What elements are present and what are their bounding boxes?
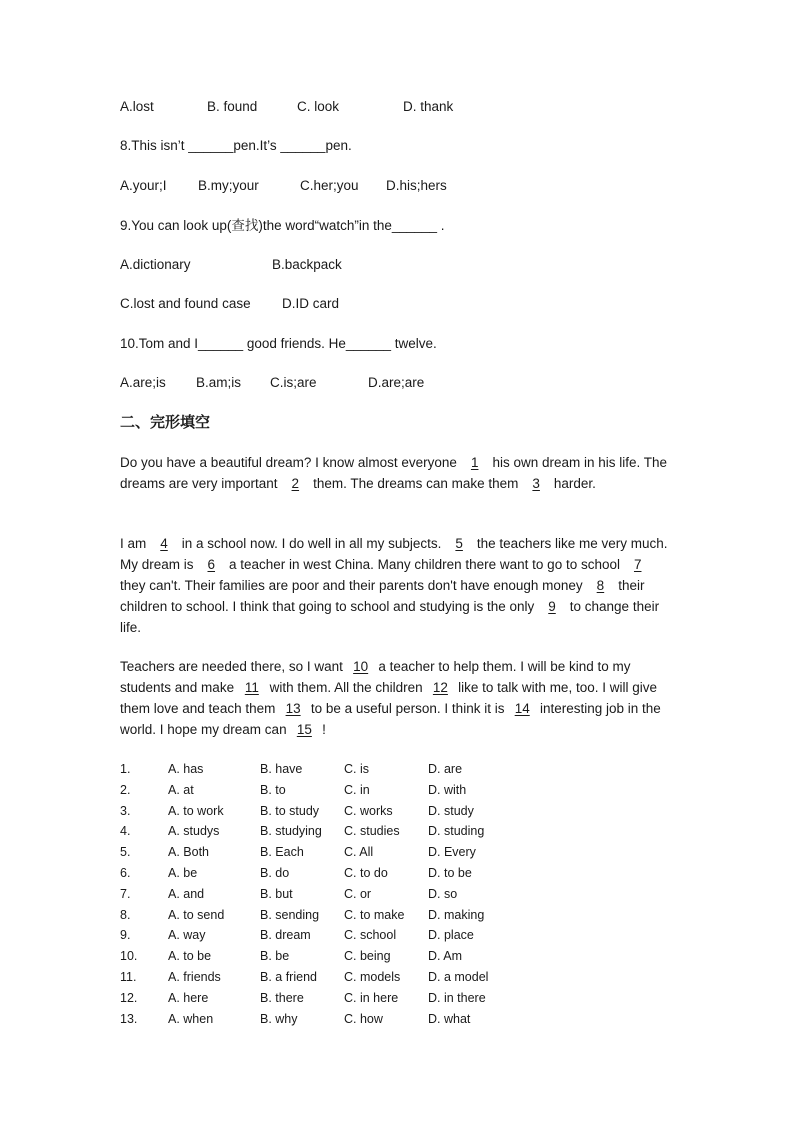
question-text: 9.You can look up(查找)the word“watch”in the <box>120 218 392 233</box>
choice-option: C. works <box>344 803 393 818</box>
choice-option: D. place <box>428 928 474 943</box>
choice-option: B. have <box>260 762 303 776</box>
passage-text: to change their life. <box>120 599 660 635</box>
q9-options-row-1 <box>120 255 540 275</box>
question-text: good friends. He <box>243 336 346 351</box>
question-10 <box>120 334 437 354</box>
q7-options <box>120 97 540 117</box>
blank-number: 3 <box>532 476 540 491</box>
choice-option: A. here <box>168 990 209 1005</box>
choice-option: D. studing <box>428 824 485 839</box>
choice-number: 10. <box>120 949 138 964</box>
choice-option: B. dream <box>260 928 311 943</box>
blank-number: 6 <box>207 557 216 572</box>
choice-option: C. or <box>344 886 372 901</box>
question-text: pen.It’s <box>233 138 281 153</box>
answer-blank: ______ <box>345 336 391 351</box>
passage-text: ! <box>318 722 326 737</box>
choice-option: C. to do <box>344 866 388 880</box>
blank-number: 14 <box>514 701 530 716</box>
choice-option: A. be <box>168 866 198 880</box>
choice-option: A. to send <box>168 907 225 922</box>
choice-option: B. there <box>260 990 304 1005</box>
choice-option: C. All <box>344 845 374 860</box>
choice-option: D. are <box>428 762 463 776</box>
question-8 <box>120 136 352 156</box>
choice-option: C. studies <box>344 824 400 839</box>
choice-number: 13. <box>120 1011 138 1026</box>
choice-number: 9. <box>120 928 131 943</box>
choice-option: D. Every <box>428 845 476 860</box>
passage-paragraph-1 <box>120 452 680 494</box>
blank-number: 15 <box>296 722 312 737</box>
choice-option: A. Both <box>168 845 209 860</box>
passage-text: Do you have a beautiful dream? I know almost everyone <box>120 455 461 470</box>
q9-options-row-2 <box>120 294 540 314</box>
passage-text: I am <box>120 536 151 551</box>
answer-blank: ______ <box>198 336 244 351</box>
passage-paragraph-2 <box>120 533 680 638</box>
choice-option: C. how <box>344 1011 383 1026</box>
choice-option: B. why <box>260 1011 298 1026</box>
question-text: . <box>436 218 445 233</box>
option-text: A.your;I <box>120 178 167 193</box>
option-text: B.backpack <box>272 257 342 272</box>
choice-option: A. to be <box>168 949 212 964</box>
choice-option: D. making <box>428 907 485 922</box>
choice-option: D. in there <box>428 990 486 1005</box>
option-text: D.ID card <box>282 296 340 311</box>
choice-option: C. in <box>344 782 370 797</box>
option-text: B.am;is <box>196 375 242 390</box>
passage-text: a teacher to help them. I will be kind to my students and make <box>120 659 631 695</box>
choice-option: B. a friend <box>260 970 317 984</box>
choice-option: D. so <box>428 886 458 901</box>
blank-number: 5 <box>455 536 463 551</box>
q8-options <box>120 176 540 196</box>
choice-number: 6. <box>120 866 131 880</box>
q10-options <box>120 373 540 393</box>
choice-number: 1. <box>120 762 131 776</box>
blank-number: 11 <box>244 680 259 695</box>
blank-number: 9 <box>548 599 556 614</box>
choice-option: D. what <box>428 1011 471 1026</box>
choice-number: 3. <box>120 803 131 818</box>
question-text: twelve. <box>390 336 437 351</box>
choice-number: 4. <box>120 824 131 839</box>
choice-option: A. to work <box>168 803 224 818</box>
choice-option: B. be <box>260 949 290 964</box>
answer-blank: ______ <box>391 218 437 233</box>
choice-option: D. to be <box>428 866 472 880</box>
option-text: A.are;is <box>120 375 166 390</box>
choice-option: A. has <box>168 762 204 776</box>
passage-text: Teachers are needed there, so I want <box>120 659 347 674</box>
choice-option: A. way <box>168 928 206 943</box>
choice-number: 5. <box>120 845 131 860</box>
passage-text: the teachers like me very much. My dream is <box>120 536 668 572</box>
choice-number: 2. <box>120 782 131 797</box>
choice-option: C. to make <box>344 907 405 922</box>
option-text: B. found <box>207 99 258 114</box>
passage-text: interesting job in the world. I hope my dream can <box>120 701 661 737</box>
choice-number: 8. <box>120 907 131 922</box>
question-text: pen. <box>325 138 352 153</box>
option-text: A.lost <box>120 99 154 114</box>
blank-number: 12 <box>432 680 448 695</box>
passage-text: with them. All the children <box>265 680 427 695</box>
choice-option: B. Each <box>260 845 304 860</box>
passage-text: them. The dreams can make them <box>309 476 523 491</box>
option-text: C.her;you <box>300 178 359 193</box>
choice-option: A. and <box>168 886 205 901</box>
blank-number: 8 <box>596 578 605 593</box>
choice-option: A. studys <box>168 824 220 839</box>
passage-text: his own dream in his life. The dreams are very important <box>120 455 668 491</box>
question-text: 8.This isn’t <box>120 138 189 153</box>
choice-option: C. models <box>344 970 401 984</box>
passage-text: like to talk with me, too. I will give them love and teach them <box>120 680 657 716</box>
option-text: D.his;hers <box>386 178 447 193</box>
option-text: B.my;your <box>198 178 259 193</box>
option-text: C.lost and found case <box>120 296 251 311</box>
choice-option: D. Am <box>428 949 463 964</box>
choice-option: B. sending <box>260 907 320 922</box>
option-text: C.is;are <box>270 375 317 390</box>
choice-number: 11. <box>120 970 137 984</box>
choice-option: A. friends <box>168 970 221 984</box>
passage-text: their children to school. I think that going to school and studying is the only <box>120 578 645 614</box>
choice-option: B. to study <box>260 803 320 818</box>
choice-option: D. a model <box>428 970 489 984</box>
choice-option: C. being <box>344 949 391 964</box>
blank-number: 7 <box>633 557 642 572</box>
answer-blank: ______ <box>188 138 234 153</box>
passage-text: harder. <box>550 476 596 491</box>
choice-option: A. when <box>168 1011 214 1026</box>
passage-text: to be a useful person. I think it is <box>307 701 509 716</box>
choice-option: B. but <box>260 886 293 901</box>
choice-option: C. is <box>344 762 369 776</box>
choice-option: C. in here <box>344 990 399 1005</box>
section-title: 二、完形填空 <box>120 414 211 431</box>
question-9 <box>120 216 444 236</box>
choice-number: 12. <box>120 990 138 1005</box>
blank-number: 13 <box>285 701 301 716</box>
question-text: 10.Tom and I <box>120 336 199 351</box>
choice-option: C. school <box>344 928 397 943</box>
passage-text: a teacher in west China. Many children there want to go to school <box>225 557 624 572</box>
option-text: A.dictionary <box>120 257 191 272</box>
choice-option: D. with <box>428 782 467 797</box>
choice-option: A. at <box>168 782 194 797</box>
passage-paragraph-3 <box>120 656 680 740</box>
blank-number: 1 <box>470 455 479 470</box>
option-text: C. look <box>297 99 340 114</box>
choice-option: D. study <box>428 803 474 818</box>
choice-option: B. to <box>260 782 286 797</box>
option-text: D.are;are <box>368 375 425 390</box>
answer-blank: ______ <box>280 138 326 153</box>
blank-number: 4 <box>160 536 168 551</box>
choice-option: B. studying <box>260 824 322 839</box>
blank-number: 2 <box>291 476 300 491</box>
choice-number: 7. <box>120 886 131 901</box>
passage-text: they can't. Their families are poor and their parents don't have enough money <box>120 578 587 593</box>
choice-option: B. do <box>260 866 290 880</box>
passage-text: in a school now. I do well in all my subjects. <box>178 536 446 551</box>
option-text: D. thank <box>403 99 454 114</box>
blank-number: 10 <box>353 659 369 674</box>
